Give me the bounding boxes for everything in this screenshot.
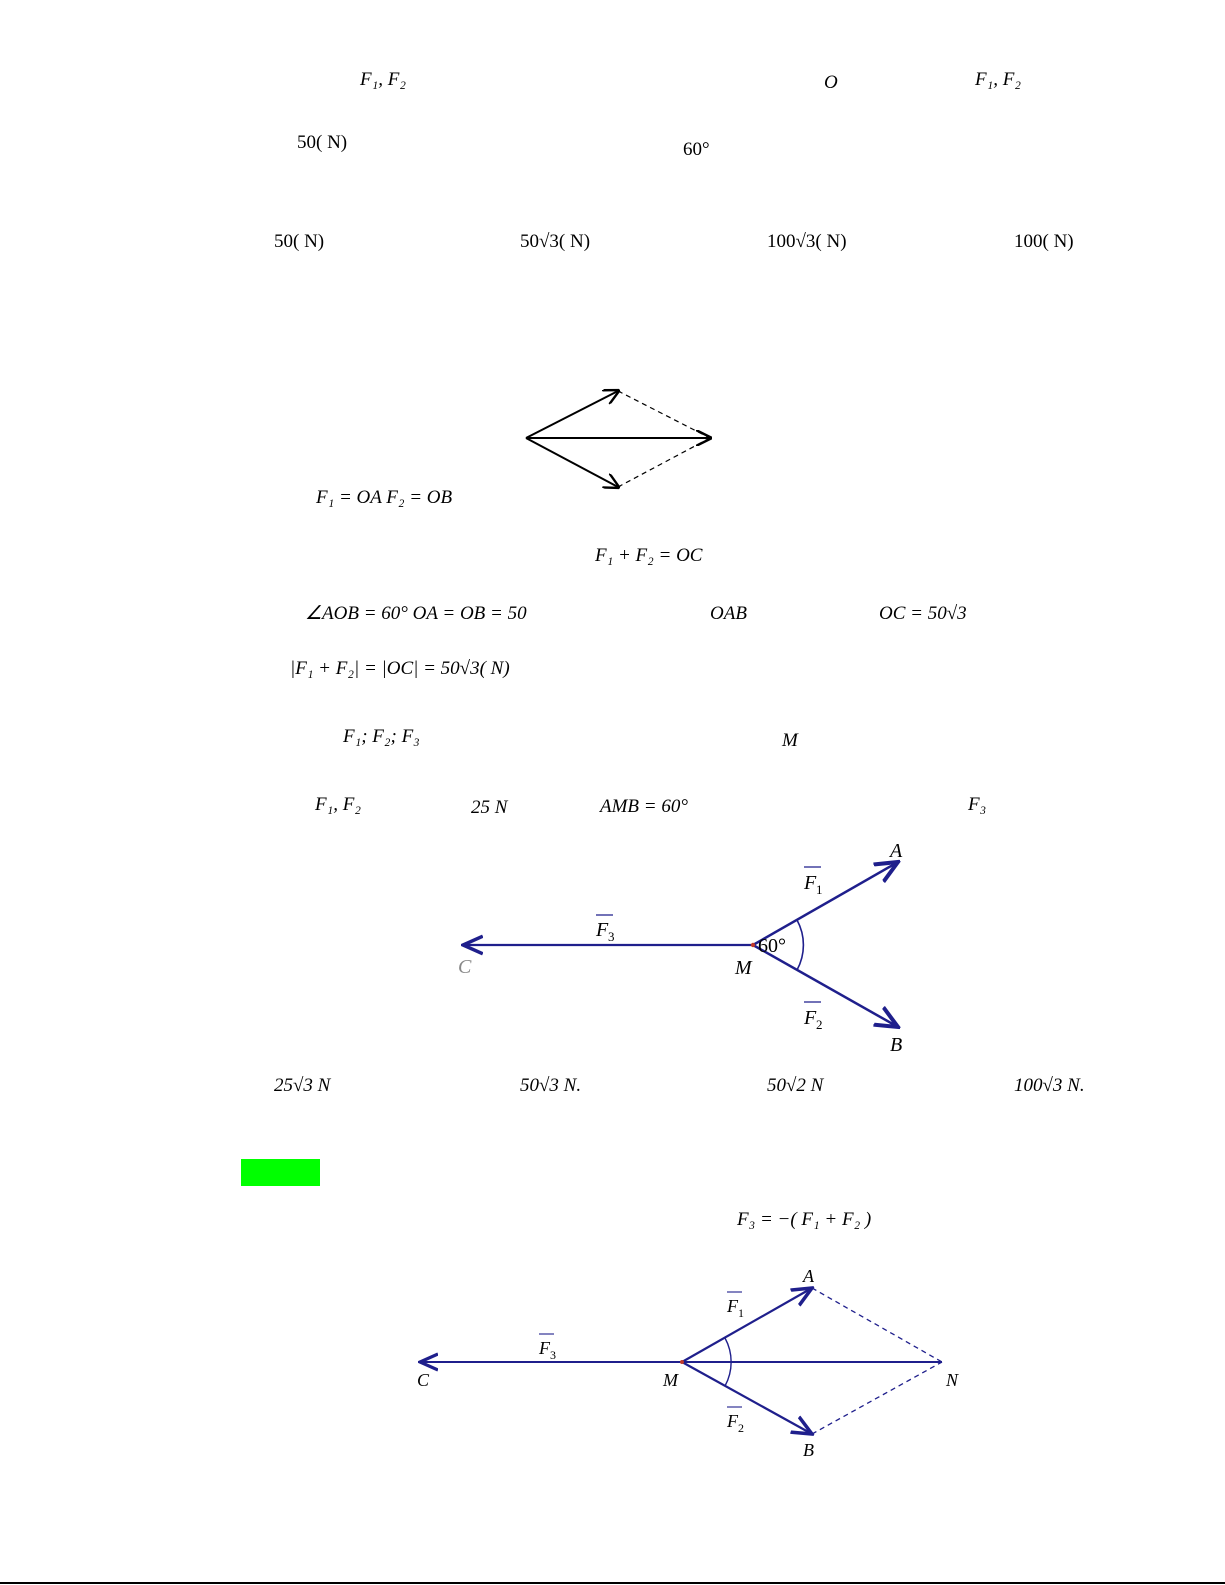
q1-choice-c: 100√3( N) <box>767 231 847 252</box>
q2-pair: F₁, F₂ <box>315 794 361 815</box>
sol1-def: F₁ = OA F₂ = OB <box>316 487 453 508</box>
q2-angle: AMB = 60° <box>600 796 688 817</box>
f1-sub-2: 1 <box>738 1306 744 1320</box>
q2-point: M <box>782 730 798 751</box>
f1-sub: 1 <box>816 882 823 897</box>
f1-arrow <box>753 862 898 945</box>
f3-label: F <box>596 919 609 941</box>
q2-forces: F₁; F₂; F₃ <box>343 726 420 747</box>
sol2-relation: F₃ = −( F₁ + F₂ ) <box>737 1209 872 1230</box>
vector-oa <box>526 391 618 438</box>
mb-arrow <box>682 1362 812 1434</box>
label-c-2: C <box>417 1370 430 1390</box>
dashed-ac <box>618 391 710 438</box>
sol1-triangle: OAB <box>710 603 747 624</box>
f2-arrow <box>753 945 898 1027</box>
label-a-2: A <box>803 1266 814 1286</box>
vector-ob <box>526 438 618 487</box>
label-b: B <box>890 1034 903 1056</box>
q1-forces-2: F₁, F₂ <box>975 69 1021 90</box>
f2-label-2: F <box>727 1411 738 1431</box>
angle-label: 60° <box>758 935 786 957</box>
q2-choice-d: 100√3 N. <box>1014 1075 1085 1096</box>
q1-choice-b: 50√3( N) <box>520 231 591 252</box>
f2-sub-2: 2 <box>738 1421 744 1435</box>
f3-sub-2: 3 <box>550 1348 556 1362</box>
label-n-2: N <box>946 1370 959 1390</box>
f3-label-2: F <box>539 1338 550 1358</box>
an-dashed <box>812 1288 942 1362</box>
point-m-2 <box>680 1360 684 1364</box>
bn-dashed <box>812 1362 942 1434</box>
q2-choice-a: 25√3 N <box>274 1075 331 1096</box>
q1-forces: F₁, F₂ <box>360 69 406 90</box>
ma-arrow <box>682 1288 812 1362</box>
sol1-sum: F₁ + F₂ = OC <box>595 545 703 566</box>
label-c: C <box>458 956 472 978</box>
q2-magnitude: 25 N <box>471 797 508 818</box>
q2-choice-b: 50√3 N. <box>520 1075 582 1096</box>
angle-arc <box>797 920 803 970</box>
f3-sub: 3 <box>608 929 615 944</box>
f2-label: F <box>804 1007 817 1029</box>
label-m: M <box>735 957 752 979</box>
label-a: A <box>890 840 903 862</box>
label-b-2: B <box>803 1440 814 1460</box>
q1-choice-d: 100( N) <box>1014 231 1074 252</box>
solution-parallelogram-figure <box>410 1262 970 1462</box>
q2-target: F₃ <box>968 794 987 815</box>
sol1-result: |F₁ + F₂| = |OC| = 50√3( N) <box>290 658 510 679</box>
q1-choice-a: 50( N) <box>274 231 325 252</box>
point-m <box>751 943 755 947</box>
f2-sub: 2 <box>816 1017 823 1032</box>
three-forces-figure <box>455 835 925 1060</box>
answer-highlight <box>241 1159 320 1186</box>
page-bottom-rule <box>0 1582 1225 1584</box>
rhombus-diagram <box>520 385 720 495</box>
label-m-2: M <box>663 1370 678 1390</box>
f1-label-2: F <box>727 1296 738 1316</box>
q1-magnitude: 50( N) <box>297 132 348 153</box>
q2-choice-c: 50√2 N <box>767 1075 824 1096</box>
sol1-oc: OC = 50√3 <box>879 603 967 624</box>
f1-label: F <box>804 872 817 894</box>
q1-angle: 60° <box>683 139 710 160</box>
dashed-bc <box>618 438 710 487</box>
sol1-cond: ∠AOB = 60° OA = OB = 50 <box>305 603 527 624</box>
q1-point: O <box>824 72 838 93</box>
